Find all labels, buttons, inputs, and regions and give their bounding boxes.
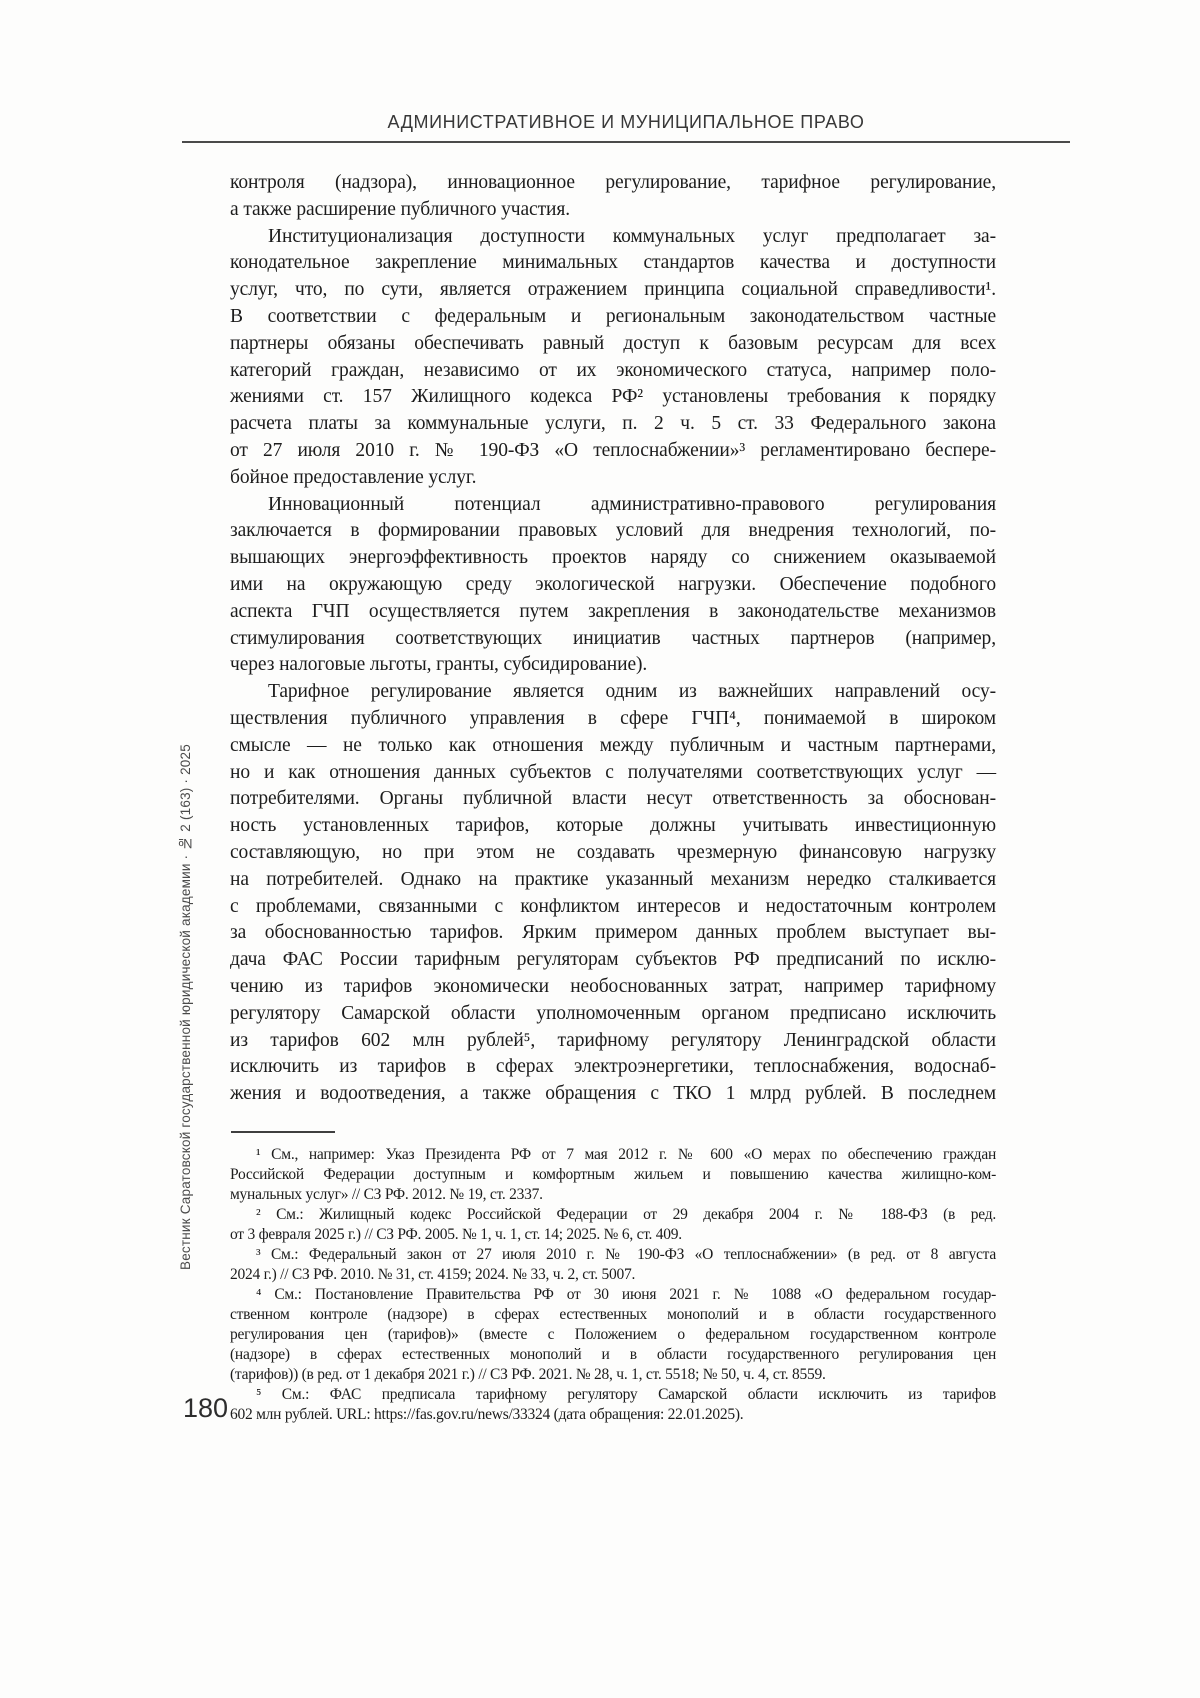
text-line: а также расширение публичного участия. (230, 198, 571, 220)
text-line: ность установленных тарифов, которые должны учитывать инвестиционную (230, 815, 996, 837)
text-line: потребителями. Органы публичной власти несут ответственность за обоснован- (230, 788, 996, 810)
text-line: Институционализация доступности коммунальных услуг предполагает за- (268, 225, 996, 247)
text-line: жениями ст. 157 Жилищного кодекса РФ² установлены требования к порядку (230, 386, 996, 408)
text-line: но и как отношения данных субъектов с получателями соответствующих услуг — (230, 761, 996, 783)
text-line: ществления публичного управления в сфере ГЧП⁴, понимаемой в широком (230, 707, 996, 729)
text-line: составляющую, но при этом не создавать чрезмерную финансовую нагрузку (230, 841, 996, 863)
text-line: чению из тарифов экономически необоснованных затрат, например тарифному (230, 975, 996, 997)
text-line: дача ФАС России тарифным регуляторам субъектов РФ предписаний по исклю- (230, 949, 996, 971)
footnote-item (230, 1145, 996, 1205)
text-line: расчета платы за коммунальные услуги, п. 2 ч. 5 ст. 33 Федерального закона (230, 413, 996, 435)
text-line: Тарифное регулирование является одним из важнейших направлений осу- (268, 681, 996, 703)
footnote-separator (231, 1131, 335, 1133)
text-line: ⁴ См.: Постановление Правительства РФ от 30 июня 2021 г. № 1088 «О федеральном государ- (256, 1286, 996, 1303)
text-line: категорий граждан, независимо от их экономического статуса, например поло- (230, 359, 996, 381)
text-line: В соответствии с федеральным и региональным законодательством частные (230, 305, 996, 327)
text-line: от 27 июля 2010 г. № 190-ФЗ «О теплоснабжении»³ регламентировано беспере- (230, 439, 996, 461)
text-line: через налоговые льготы, гранты, субсидирование). (230, 654, 648, 676)
text-line: партнеры обязаны обеспечивать равный доступ к базовым ресурсам для всех (230, 332, 996, 354)
text-line: (тарифов)) (в ред. от 1 декабря 2021 г.) // СЗ РФ. 2021. № 28, ч. 1, ст. 5518; № 50, ч. 4, ст. 8559. (230, 1366, 826, 1383)
text-line: (надзоре) в сферах естественных монополий и в области государственного регулирования цен (230, 1346, 996, 1363)
text-line: за обоснованностью тарифов. Ярким примером данных проблем выступает вы- (230, 922, 996, 944)
running-header: АДМИНИСТРАТИВНОЕ И МУНИЦИПАЛЬНОЕ ПРАВО (387, 112, 865, 132)
text-line: стимулирования соответствующих инициатив частных партнеров (например, (230, 627, 996, 649)
text-line: аспекта ГЧП осуществляется путем закрепления в законодательстве механизмов (230, 600, 996, 622)
text-line: ⁵ См.: ФАС предписала тарифному регулятору Самарской области исключить из тарифов (256, 1386, 996, 1403)
text-line: 2024 г.) // СЗ РФ. 2010. № 31, ст. 4159; 2024. № 33, ч. 2, ст. 5007. (230, 1266, 636, 1283)
text-line: Инновационный потенциал административно-правового регулирования (268, 493, 996, 515)
body-paragraph (230, 492, 996, 680)
footnotes (230, 1145, 996, 1425)
page-number: 180 (183, 1393, 229, 1423)
journal-sidebar-caption: Вестник Саратовской государственной юридической академии · № 2 (163) · 2025 (178, 744, 193, 1270)
article-body (230, 170, 996, 1108)
text-line: 602 млн рублей. URL: https://fas.gov.ru/news/33324 (дата обращения: 22.01.2025). (230, 1406, 744, 1423)
body-paragraph (230, 224, 996, 492)
footnote-item (230, 1285, 996, 1385)
text-line: от 3 февраля 2025 г.) // СЗ РФ. 2005. № 1, ч. 1, ст. 14; 2025. № 6, ст. 409. (230, 1226, 682, 1243)
text-line: ³ См.: Федеральный закон от 27 июля 2010 г. № 190-ФЗ «О теплоснабжении» (в ред. от 8 августа (256, 1246, 996, 1263)
footnote-item (230, 1245, 996, 1285)
text-line: ¹ См., например: Указ Президента РФ от 7 мая 2012 г. № 600 «О мерах по обеспечению граждан (256, 1146, 996, 1163)
text-line: ² См.: Жилищный кодекс Российской Федерации от 29 декабря 2004 г. № 188-ФЗ (в ред. (256, 1206, 996, 1223)
text-line: смысле — не только как отношения между публичным и частным партнерами, (230, 734, 996, 756)
text-line: на потребителей. Однако на практике указанный механизм нередко сталкивается (230, 868, 996, 890)
text-line: из тарифов 602 млн рублей⁵, тарифному регулятору Ленинградской области (230, 1029, 996, 1051)
body-paragraph (230, 170, 996, 224)
text-line: исключить из тарифов в сферах электроэнергетики, теплоснабжения, водоснаб- (230, 1056, 996, 1078)
text-line: ственном контроле (надзоре) в сферах естественных монополий и в области государственного (230, 1306, 996, 1323)
footnote-item (230, 1385, 996, 1425)
text-line: жения и водоотведения, а также обращения с ТКО 1 млрд рублей. В последнем (230, 1083, 996, 1105)
text-line: услуг, что, по сути, является отражением принципа социальной справедливости¹. (230, 279, 996, 301)
text-line: контроля (надзора), инновационное регулирование, тарифное регулирование, (230, 172, 996, 193)
text-line: конодательное закрепление минимальных стандартов качества и доступности (230, 252, 996, 274)
footnote-item (230, 1205, 996, 1245)
text-line: регулятору Самарской области уполномоченным органом предписано исключить (230, 1002, 996, 1024)
text-line: с проблемами, связанными с конфликтом интересов и недостаточным контролем (230, 895, 996, 917)
text-line: вышающих энергоэффективность проектов наряду со снижением оказываемой (230, 547, 996, 569)
body-paragraph (230, 679, 996, 1108)
text-line: регулирования цен (тарифов)» (вместе с Положением о федеральном государственном контроле (230, 1326, 996, 1343)
text-line: Российской Федерации доступным и комфортным жильем и повышению качества жилищно-ком- (230, 1166, 996, 1183)
header-rule (182, 141, 1070, 143)
text-line: заключается в формировании правовых условий для внедрения технологий, по- (230, 520, 996, 542)
text-line: мунальных услуг» // СЗ РФ. 2012. № 19, ст. 2337. (230, 1186, 543, 1203)
text-line: ими на окружающую среду экологической нагрузки. Обеспечение подобного (230, 573, 996, 595)
text-line: бойное предоставление услуг. (230, 466, 477, 488)
